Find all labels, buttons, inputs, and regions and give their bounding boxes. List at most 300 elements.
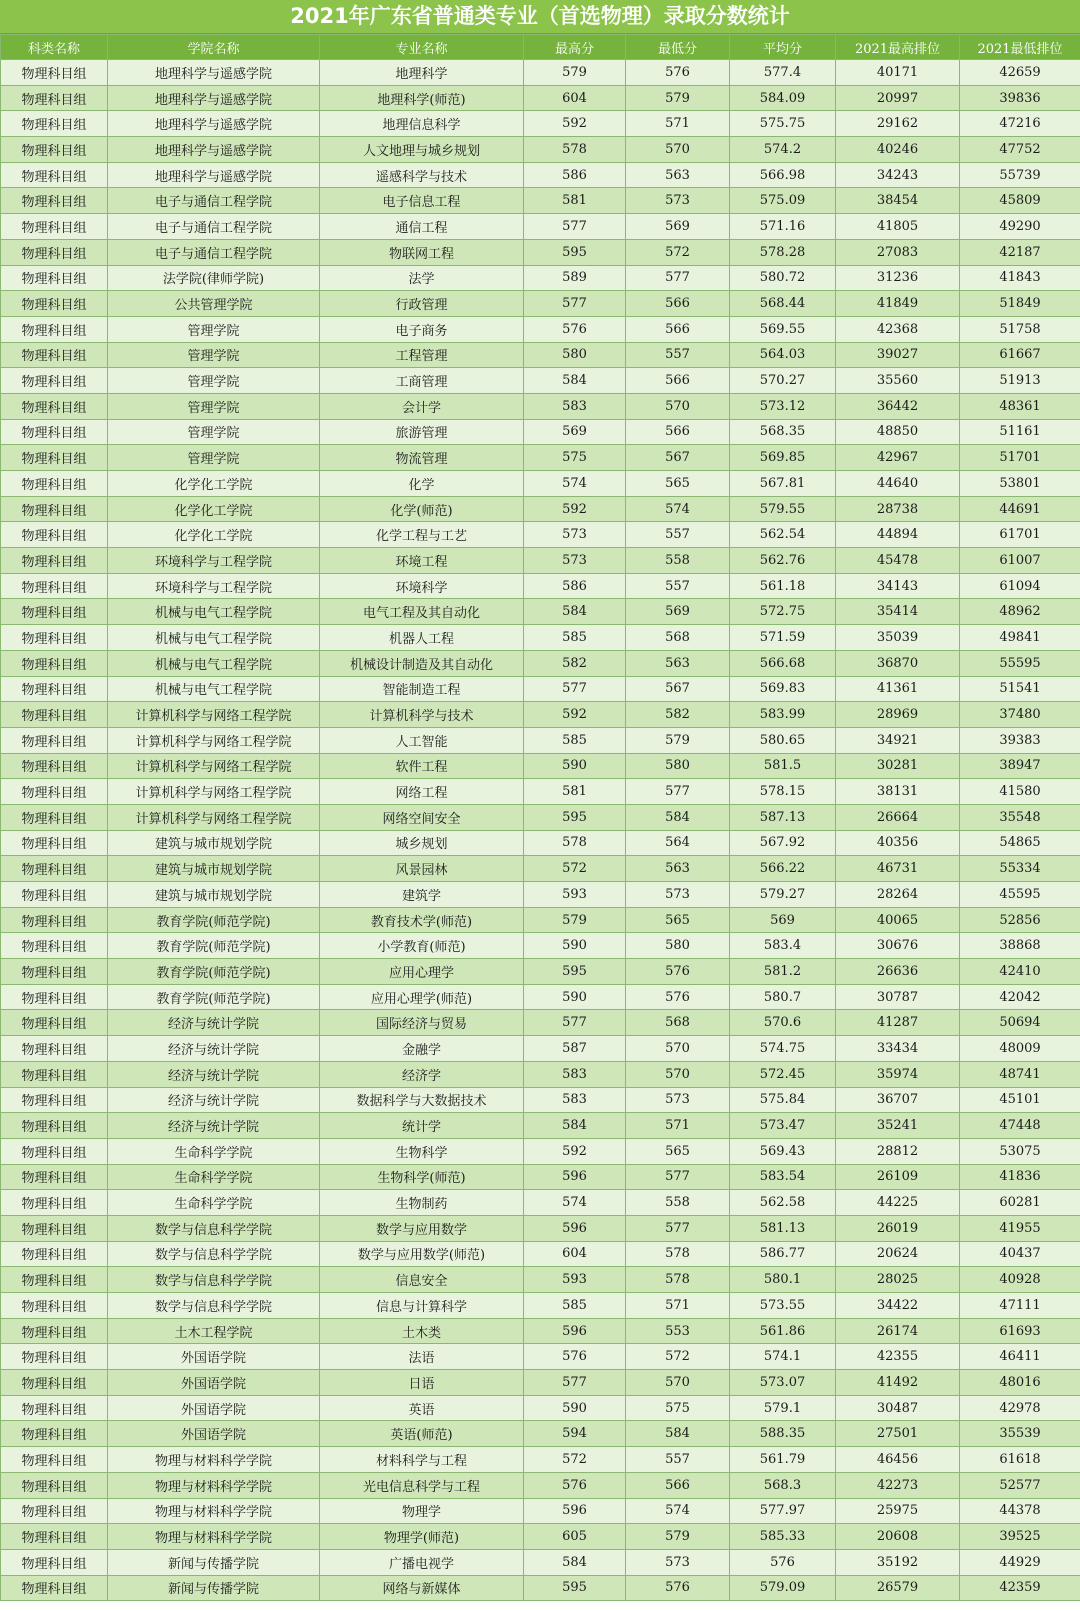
table-header-row — [1, 35, 1080, 60]
cell-max-rank: 42368 — [836, 316, 960, 342]
cell-min-score: 579 — [626, 85, 730, 111]
cell-category: 物理科目组 — [1, 625, 108, 651]
cell-college: 物理与材料科学学院 — [108, 1498, 320, 1524]
cell-category: 物理科目组 — [1, 599, 108, 625]
cell-max-rank: 27083 — [836, 239, 960, 265]
cell-avg-score: 561.79 — [730, 1447, 836, 1473]
cell-min-score: 576 — [626, 984, 730, 1010]
cell-major: 数据科学与大数据技术 — [320, 1087, 524, 1113]
cell-max-score: 593 — [524, 1267, 626, 1293]
table-row — [1, 1010, 1080, 1036]
cell-min-rank: 37480 — [960, 702, 1080, 728]
cell-avg-score: 571.59 — [730, 625, 836, 651]
cell-min-rank: 51758 — [960, 316, 1080, 342]
cell-category: 物理科目组 — [1, 1421, 108, 1447]
cell-category: 物理科目组 — [1, 676, 108, 702]
cell-min-rank: 42659 — [960, 60, 1080, 86]
cell-major: 土木类 — [320, 1318, 524, 1344]
cell-category: 物理科目组 — [1, 727, 108, 753]
cell-category: 物理科目组 — [1, 60, 108, 86]
cell-college: 地理科学与遥感学院 — [108, 111, 320, 137]
cell-major: 广播电视学 — [320, 1549, 524, 1575]
cell-avg-score: 571.16 — [730, 214, 836, 240]
cell-max-score: 589 — [524, 265, 626, 291]
cell-major: 物联网工程 — [320, 239, 524, 265]
cell-category: 物理科目组 — [1, 1061, 108, 1087]
cell-max-rank: 35414 — [836, 599, 960, 625]
cell-avg-score: 574.75 — [730, 1036, 836, 1062]
table-row — [1, 1472, 1080, 1498]
cell-major: 英语 — [320, 1395, 524, 1421]
cell-min-rank: 52577 — [960, 1472, 1080, 1498]
cell-college: 计算机科学与网络工程学院 — [108, 779, 320, 805]
cell-max-rank: 38131 — [836, 779, 960, 805]
cell-min-rank: 42410 — [960, 959, 1080, 985]
cell-min-rank: 51541 — [960, 676, 1080, 702]
cell-major: 软件工程 — [320, 753, 524, 779]
cell-max-score: 582 — [524, 650, 626, 676]
cell-major: 化学(师范) — [320, 496, 524, 522]
cell-max-rank: 36707 — [836, 1087, 960, 1113]
cell-min-rank: 51701 — [960, 445, 1080, 471]
cell-major: 地理科学 — [320, 60, 524, 86]
cell-min-rank: 47448 — [960, 1113, 1080, 1139]
cell-min-score: 575 — [626, 1395, 730, 1421]
table-row — [1, 1318, 1080, 1344]
table-row — [1, 1113, 1080, 1139]
cell-max-score: 592 — [524, 1138, 626, 1164]
cell-college: 经济与统计学院 — [108, 1087, 320, 1113]
cell-college: 数学与信息科学学院 — [108, 1215, 320, 1241]
cell-min-score: 566 — [626, 291, 730, 317]
cell-major: 经济学 — [320, 1061, 524, 1087]
cell-college: 土木工程学院 — [108, 1318, 320, 1344]
cell-avg-score: 570.27 — [730, 368, 836, 394]
cell-category: 物理科目组 — [1, 1395, 108, 1421]
cell-major: 人工智能 — [320, 727, 524, 753]
cell-max-score: 590 — [524, 933, 626, 959]
cell-max-score: 578 — [524, 830, 626, 856]
cell-min-rank: 40928 — [960, 1267, 1080, 1293]
cell-max-score: 585 — [524, 625, 626, 651]
cell-max-score: 605 — [524, 1524, 626, 1550]
cell-max-score: 592 — [524, 702, 626, 728]
table-row — [1, 214, 1080, 240]
cell-category: 物理科目组 — [1, 111, 108, 137]
cell-major: 通信工程 — [320, 214, 524, 240]
cell-category: 物理科目组 — [1, 959, 108, 985]
cell-min-score: 570 — [626, 137, 730, 163]
cell-major: 电气工程及其自动化 — [320, 599, 524, 625]
table-row — [1, 1421, 1080, 1447]
cell-max-rank: 30787 — [836, 984, 960, 1010]
cell-max-rank: 28812 — [836, 1138, 960, 1164]
cell-major: 法学 — [320, 265, 524, 291]
cell-max-score: 572 — [524, 856, 626, 882]
cell-max-rank: 26636 — [836, 959, 960, 985]
cell-min-score: 567 — [626, 676, 730, 702]
cell-college: 生命科学学院 — [108, 1190, 320, 1216]
table-row — [1, 522, 1080, 548]
cell-avg-score: 569.43 — [730, 1138, 836, 1164]
cell-min-rank: 35548 — [960, 804, 1080, 830]
cell-category: 物理科目组 — [1, 650, 108, 676]
cell-category: 物理科目组 — [1, 137, 108, 163]
cell-category: 物理科目组 — [1, 1190, 108, 1216]
cell-min-score: 580 — [626, 933, 730, 959]
cell-max-score: 576 — [524, 1472, 626, 1498]
column-header-max-rank: 2021最高排位 — [836, 35, 960, 60]
table-row — [1, 1524, 1080, 1550]
table-row — [1, 162, 1080, 188]
cell-max-rank: 34921 — [836, 727, 960, 753]
table-row — [1, 625, 1080, 651]
cell-avg-score: 569.83 — [730, 676, 836, 702]
cell-category: 物理科目组 — [1, 804, 108, 830]
cell-college: 电子与通信工程学院 — [108, 188, 320, 214]
cell-max-rank: 48850 — [836, 419, 960, 445]
cell-avg-score: 583.4 — [730, 933, 836, 959]
cell-avg-score: 562.76 — [730, 548, 836, 574]
cell-min-score: 576 — [626, 60, 730, 86]
cell-max-score: 577 — [524, 214, 626, 240]
cell-max-score: 574 — [524, 471, 626, 497]
cell-avg-score: 564.03 — [730, 342, 836, 368]
cell-max-score: 577 — [524, 676, 626, 702]
cell-min-rank: 39525 — [960, 1524, 1080, 1550]
cell-college: 机械与电气工程学院 — [108, 650, 320, 676]
cell-min-rank: 47752 — [960, 137, 1080, 163]
cell-college: 机械与电气工程学院 — [108, 599, 320, 625]
cell-avg-score: 573.47 — [730, 1113, 836, 1139]
cell-min-score: 576 — [626, 1575, 730, 1601]
cell-college: 化学化工学院 — [108, 471, 320, 497]
cell-min-rank: 44691 — [960, 496, 1080, 522]
cell-avg-score: 569 — [730, 907, 836, 933]
table-row — [1, 291, 1080, 317]
cell-max-score: 585 — [524, 1293, 626, 1319]
cell-max-score: 596 — [524, 1498, 626, 1524]
cell-min-score: 558 — [626, 1190, 730, 1216]
cell-max-score: 584 — [524, 368, 626, 394]
cell-min-score: 582 — [626, 702, 730, 728]
cell-avg-score: 579.09 — [730, 1575, 836, 1601]
page-title: 2021年广东省普通类专业（首选物理）录取分数统计 — [0, 0, 1080, 34]
cell-major: 数学与应用数学 — [320, 1215, 524, 1241]
table-row — [1, 1549, 1080, 1575]
cell-max-rank: 40065 — [836, 907, 960, 933]
cell-major: 法语 — [320, 1344, 524, 1370]
cell-avg-score: 584.09 — [730, 85, 836, 111]
cell-max-rank: 27501 — [836, 1421, 960, 1447]
cell-category: 物理科目组 — [1, 445, 108, 471]
cell-min-score: 572 — [626, 1344, 730, 1370]
cell-min-rank: 41955 — [960, 1215, 1080, 1241]
cell-max-score: 584 — [524, 599, 626, 625]
cell-min-rank: 51161 — [960, 419, 1080, 445]
cell-major: 行政管理 — [320, 291, 524, 317]
cell-min-rank: 39836 — [960, 85, 1080, 111]
cell-avg-score: 578.15 — [730, 779, 836, 805]
cell-max-rank: 35974 — [836, 1061, 960, 1087]
cell-major: 物流管理 — [320, 445, 524, 471]
cell-min-score: 570 — [626, 1036, 730, 1062]
cell-min-score: 574 — [626, 496, 730, 522]
cell-avg-score: 575.09 — [730, 188, 836, 214]
cell-min-rank: 53801 — [960, 471, 1080, 497]
cell-max-score: 580 — [524, 342, 626, 368]
cell-min-score: 571 — [626, 111, 730, 137]
cell-max-score: 581 — [524, 779, 626, 805]
cell-major: 小学教育(师范) — [320, 933, 524, 959]
cell-max-rank: 26174 — [836, 1318, 960, 1344]
cell-max-score: 572 — [524, 1447, 626, 1473]
table-row — [1, 984, 1080, 1010]
cell-major: 材料科学与工程 — [320, 1447, 524, 1473]
cell-max-score: 577 — [524, 1010, 626, 1036]
cell-max-rank: 26579 — [836, 1575, 960, 1601]
table-row — [1, 907, 1080, 933]
cell-college: 管理学院 — [108, 342, 320, 368]
cell-max-rank: 33434 — [836, 1036, 960, 1062]
cell-min-score: 566 — [626, 419, 730, 445]
cell-avg-score: 577.97 — [730, 1498, 836, 1524]
cell-category: 物理科目组 — [1, 188, 108, 214]
cell-max-rank: 35039 — [836, 625, 960, 651]
cell-avg-score: 574.2 — [730, 137, 836, 163]
cell-avg-score: 574.1 — [730, 1344, 836, 1370]
cell-avg-score: 568.3 — [730, 1472, 836, 1498]
cell-min-rank: 61701 — [960, 522, 1080, 548]
column-header-major: 专业名称 — [320, 35, 524, 60]
cell-min-rank: 55595 — [960, 650, 1080, 676]
cell-min-rank: 48009 — [960, 1036, 1080, 1062]
cell-category: 物理科目组 — [1, 1267, 108, 1293]
cell-category: 物理科目组 — [1, 1113, 108, 1139]
cell-major: 工商管理 — [320, 368, 524, 394]
cell-min-rank: 41836 — [960, 1164, 1080, 1190]
cell-max-score: 586 — [524, 162, 626, 188]
cell-major: 教育技术学(师范) — [320, 907, 524, 933]
cell-max-rank: 42355 — [836, 1344, 960, 1370]
cell-min-score: 557 — [626, 342, 730, 368]
cell-avg-score: 566.22 — [730, 856, 836, 882]
cell-min-rank: 42042 — [960, 984, 1080, 1010]
cell-college: 建筑与城市规划学院 — [108, 856, 320, 882]
cell-major: 地理科学(师范) — [320, 85, 524, 111]
cell-max-rank: 31236 — [836, 265, 960, 291]
cell-category: 物理科目组 — [1, 1370, 108, 1396]
cell-college: 生命科学学院 — [108, 1164, 320, 1190]
cell-min-score: 557 — [626, 573, 730, 599]
table-row — [1, 419, 1080, 445]
column-header-avg-score: 平均分 — [730, 35, 836, 60]
cell-min-score: 578 — [626, 1241, 730, 1267]
cell-college: 计算机科学与网络工程学院 — [108, 727, 320, 753]
cell-max-rank: 35192 — [836, 1549, 960, 1575]
cell-major: 光电信息科学与工程 — [320, 1472, 524, 1498]
cell-min-score: 573 — [626, 188, 730, 214]
cell-max-rank: 25975 — [836, 1498, 960, 1524]
cell-min-rank: 61667 — [960, 342, 1080, 368]
cell-max-rank: 40171 — [836, 60, 960, 86]
cell-category: 物理科目组 — [1, 1472, 108, 1498]
cell-college: 建筑与城市规划学院 — [108, 882, 320, 908]
cell-avg-score: 576 — [730, 1549, 836, 1575]
table-row — [1, 1087, 1080, 1113]
cell-category: 物理科目组 — [1, 1215, 108, 1241]
table-row — [1, 1575, 1080, 1601]
cell-category: 物理科目组 — [1, 1498, 108, 1524]
cell-avg-score: 566.68 — [730, 650, 836, 676]
cell-avg-score: 568.35 — [730, 419, 836, 445]
cell-min-score: 571 — [626, 1113, 730, 1139]
table-row — [1, 882, 1080, 908]
cell-max-score: 579 — [524, 60, 626, 86]
cell-major: 日语 — [320, 1370, 524, 1396]
cell-max-score: 569 — [524, 419, 626, 445]
cell-max-score: 595 — [524, 1575, 626, 1601]
cell-max-score: 595 — [524, 239, 626, 265]
cell-min-rank: 39383 — [960, 727, 1080, 753]
cell-category: 物理科目组 — [1, 882, 108, 908]
cell-min-rank: 61618 — [960, 1447, 1080, 1473]
cell-max-rank: 36870 — [836, 650, 960, 676]
cell-category: 物理科目组 — [1, 1318, 108, 1344]
table-row — [1, 137, 1080, 163]
cell-avg-score: 569.85 — [730, 445, 836, 471]
cell-college: 物理与材料科学学院 — [108, 1472, 320, 1498]
cell-max-rank: 26019 — [836, 1215, 960, 1241]
cell-min-score: 580 — [626, 753, 730, 779]
cell-category: 物理科目组 — [1, 984, 108, 1010]
cell-max-score: 596 — [524, 1318, 626, 1344]
cell-avg-score: 581.2 — [730, 959, 836, 985]
table-row — [1, 753, 1080, 779]
cell-max-rank: 30487 — [836, 1395, 960, 1421]
cell-college: 计算机科学与网络工程学院 — [108, 753, 320, 779]
cell-max-rank: 35241 — [836, 1113, 960, 1139]
cell-college: 管理学院 — [108, 393, 320, 419]
cell-college: 管理学院 — [108, 368, 320, 394]
cell-min-score: 566 — [626, 316, 730, 342]
cell-college: 计算机科学与网络工程学院 — [108, 804, 320, 830]
column-header-category: 科类名称 — [1, 35, 108, 60]
cell-max-rank: 44894 — [836, 522, 960, 548]
cell-major: 化学工程与工艺 — [320, 522, 524, 548]
cell-category: 物理科目组 — [1, 419, 108, 445]
cell-category: 物理科目组 — [1, 1241, 108, 1267]
cell-major: 人文地理与城乡规划 — [320, 137, 524, 163]
cell-avg-score: 573.55 — [730, 1293, 836, 1319]
table-row — [1, 573, 1080, 599]
cell-college: 经济与统计学院 — [108, 1113, 320, 1139]
cell-major: 信息安全 — [320, 1267, 524, 1293]
cell-min-score: 573 — [626, 1549, 730, 1575]
table-row — [1, 548, 1080, 574]
table-row — [1, 239, 1080, 265]
cell-college: 数学与信息科学学院 — [108, 1293, 320, 1319]
cell-max-score: 595 — [524, 804, 626, 830]
table-row — [1, 1498, 1080, 1524]
table-row — [1, 702, 1080, 728]
cell-min-score: 565 — [626, 907, 730, 933]
admission-score-table — [0, 34, 1080, 1601]
cell-min-rank: 61693 — [960, 1318, 1080, 1344]
cell-max-rank: 46731 — [836, 856, 960, 882]
cell-major: 信息与计算科学 — [320, 1293, 524, 1319]
cell-college: 经济与统计学院 — [108, 1010, 320, 1036]
table-row — [1, 188, 1080, 214]
cell-college: 外国语学院 — [108, 1344, 320, 1370]
cell-min-rank: 42359 — [960, 1575, 1080, 1601]
cell-major: 计算机科学与技术 — [320, 702, 524, 728]
cell-category: 物理科目组 — [1, 522, 108, 548]
cell-min-score: 570 — [626, 1061, 730, 1087]
table-row — [1, 265, 1080, 291]
cell-college: 教育学院(师范学院) — [108, 984, 320, 1010]
cell-min-score: 557 — [626, 522, 730, 548]
cell-max-score: 596 — [524, 1164, 626, 1190]
cell-major: 工程管理 — [320, 342, 524, 368]
table-row — [1, 1293, 1080, 1319]
cell-min-rank: 45595 — [960, 882, 1080, 908]
cell-major: 机器人工程 — [320, 625, 524, 651]
table-row — [1, 933, 1080, 959]
cell-college: 教育学院(师范学院) — [108, 959, 320, 985]
cell-max-rank: 26109 — [836, 1164, 960, 1190]
cell-avg-score: 562.54 — [730, 522, 836, 548]
cell-max-score: 604 — [524, 85, 626, 111]
cell-college: 外国语学院 — [108, 1395, 320, 1421]
cell-major: 环境科学 — [320, 573, 524, 599]
cell-avg-score: 569.55 — [730, 316, 836, 342]
cell-max-score: 583 — [524, 1087, 626, 1113]
cell-category: 物理科目组 — [1, 1575, 108, 1601]
cell-max-rank: 46456 — [836, 1447, 960, 1473]
cell-min-rank: 44378 — [960, 1498, 1080, 1524]
table-row — [1, 445, 1080, 471]
cell-category: 物理科目组 — [1, 779, 108, 805]
cell-college: 新闻与传播学院 — [108, 1549, 320, 1575]
cell-min-score: 584 — [626, 804, 730, 830]
cell-category: 物理科目组 — [1, 548, 108, 574]
cell-min-score: 565 — [626, 471, 730, 497]
cell-max-score: 573 — [524, 548, 626, 574]
cell-min-rank: 51849 — [960, 291, 1080, 317]
table-row — [1, 959, 1080, 985]
cell-max-rank: 28738 — [836, 496, 960, 522]
table-row — [1, 1190, 1080, 1216]
cell-college: 外国语学院 — [108, 1421, 320, 1447]
cell-major: 建筑学 — [320, 882, 524, 908]
cell-avg-score: 575.75 — [730, 111, 836, 137]
cell-min-score: 557 — [626, 1447, 730, 1473]
cell-min-rank: 53075 — [960, 1138, 1080, 1164]
cell-avg-score: 577.4 — [730, 60, 836, 86]
cell-min-score: 579 — [626, 1524, 730, 1550]
cell-max-score: 577 — [524, 1370, 626, 1396]
table-row — [1, 496, 1080, 522]
cell-category: 物理科目组 — [1, 265, 108, 291]
cell-college: 电子与通信工程学院 — [108, 239, 320, 265]
table-row — [1, 368, 1080, 394]
cell-avg-score: 561.18 — [730, 573, 836, 599]
cell-min-score: 578 — [626, 1267, 730, 1293]
cell-major: 旅游管理 — [320, 419, 524, 445]
cell-min-rank: 35539 — [960, 1421, 1080, 1447]
cell-college: 公共管理学院 — [108, 291, 320, 317]
